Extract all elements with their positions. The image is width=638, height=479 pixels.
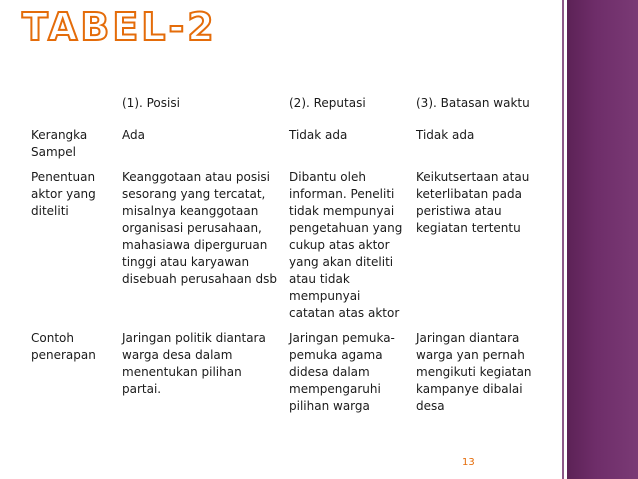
table-header-row (25, 92, 547, 124)
header-cell-posisi: (1). Posisi (122, 96, 180, 110)
sidebar-divider (562, 0, 564, 479)
page-number: 13 (462, 457, 475, 468)
table-cell: Ada (122, 128, 145, 142)
table-cell: Tidak ada (416, 128, 475, 142)
table-row (25, 166, 547, 327)
header-cell-reputasi: (2). Reputasi (289, 96, 366, 110)
table-row (25, 124, 547, 166)
table-cell: Jaringan politik diantara warga desa dalam menentukan pilihan partai. (122, 331, 266, 396)
slide-title: TABEL-2 (22, 5, 217, 49)
table-cell: Dibantu oleh informan. Peneliti tidak mempunyai pengetahuan yang cukup atas aktor yang akan diteliti atau tidak mempunyai catatan atas aktor (289, 170, 403, 320)
table-cell: Keikutsertaan atau keterlibatan pada peristiwa atau kegiatan tertentu (416, 170, 530, 235)
row-label: Penentuan aktor yang diteliti (31, 170, 96, 218)
header-cell-empty (25, 92, 116, 124)
row-label: Contoh penerapan (31, 331, 96, 362)
table-cell: Jaringan diantara warga yan pernah mengikuti kegiatan kampanye dibalai desa (416, 331, 532, 413)
table-cell: Jaringan pemuka-pemuka agama didesa dalam mempengaruhi pilihan warga (289, 331, 395, 413)
row-label: Kerangka Sampel (31, 128, 88, 159)
table-cell: Tidak ada (289, 128, 348, 142)
header-cell-batasan-waktu: (3). Batasan waktu (416, 96, 530, 110)
comparison-table (25, 92, 547, 420)
table-cell: Keanggotaan atau posisi sesorang yang tercatat, misalnya keanggotaan organisasi perusahaan, mahasiawa diperguruan tinggi atau karyawan disebuah perusahaan dsb (122, 170, 277, 286)
decorative-sidebar (567, 0, 638, 479)
table-row (25, 327, 547, 420)
